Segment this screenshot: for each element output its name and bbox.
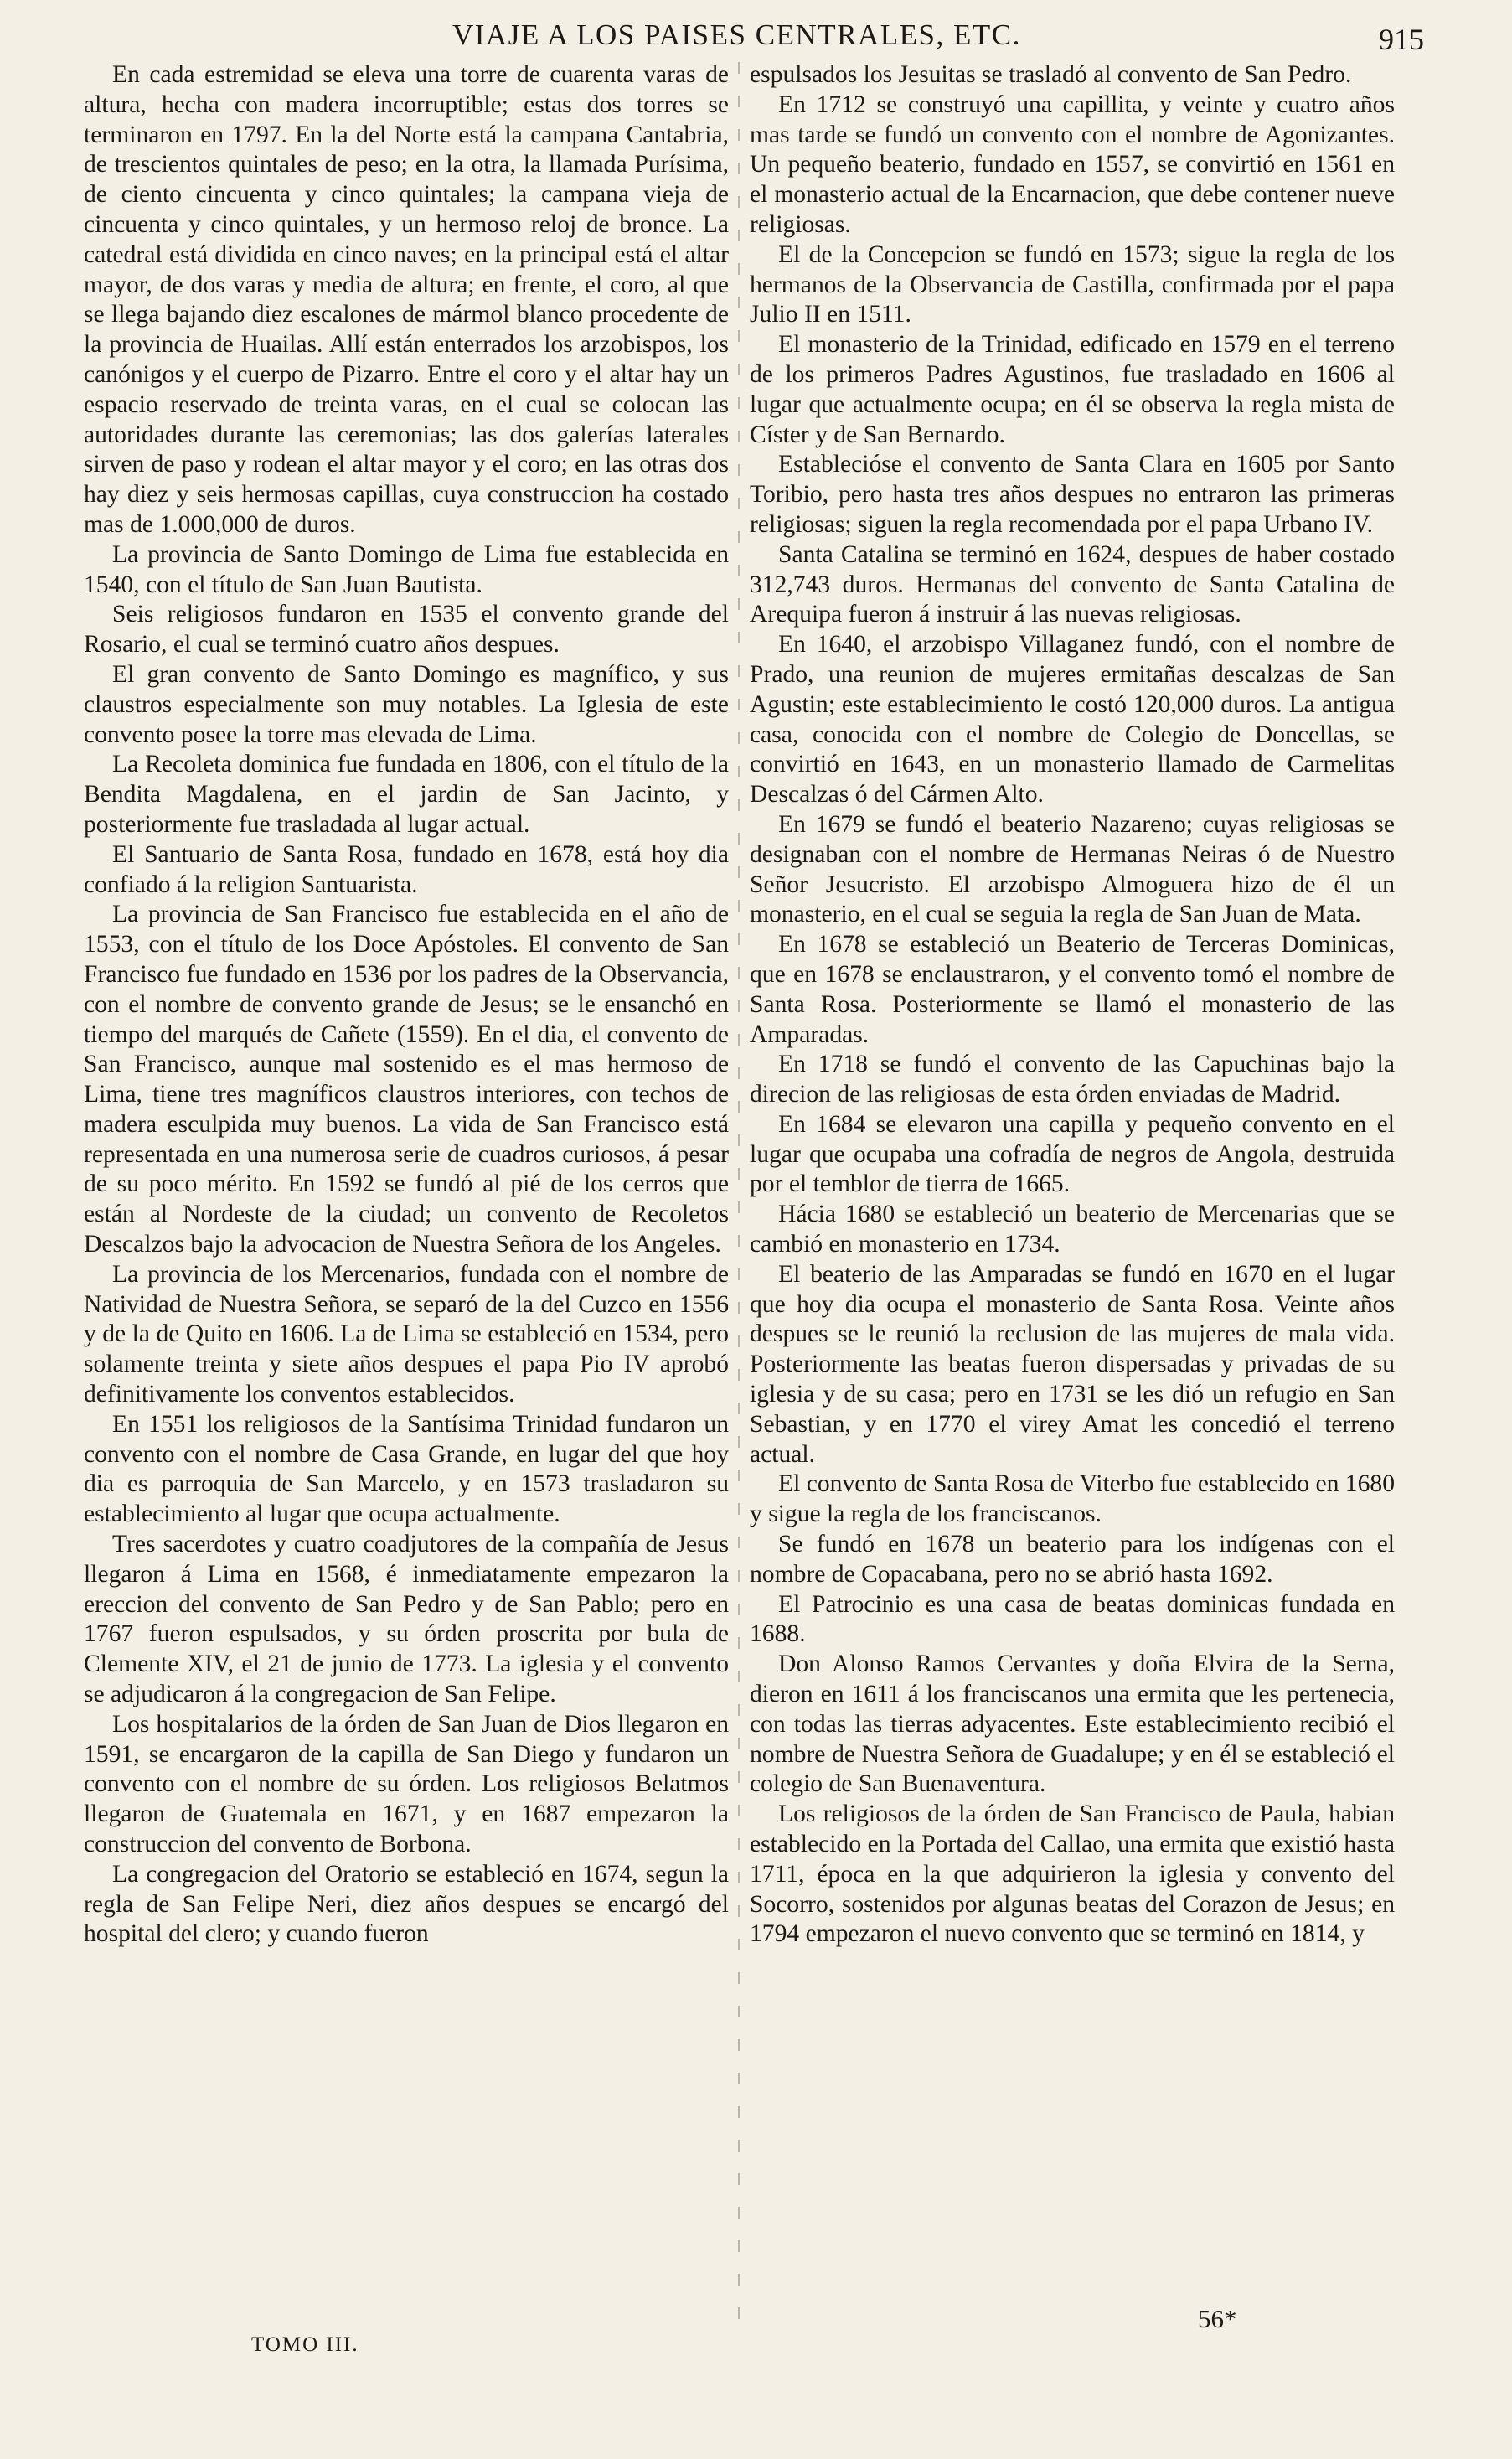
paragraph: En cada estremidad se eleva una torre de cuarenta varas de altura, hecha con madera incorruptible; estas dos torres se terminaron en 1797. En la del Norte está la campana Cantabria, de trescientos quintales de peso; en la otra, la llamada Purísima, de ciento cincuenta y cinco quintales; la campana vieja de cincuenta y cinco quintales, y un hermoso reloj de bronce. La catedral está dividida en cinco naves; en la principal está el altar mayor, de dos varas y media de altura; en frente, el coro, al que se llega bajando diez escalones de mármol blanco procedente de la provincia de Huailas. Allí están enterrados los arzobispos, los canónigos y el cuerpo de Pizarro. Entre el coro y el altar hay un espacio reservado de treinta varas, en el cual se colocan las autoridades durante las ceremonias; las dos galerías laterales sirven de paso y rodean el altar mayor y el coro; en las otras dos hay diez y seis hermosas capillas, cuya construccion ha costado mas de 1.000,000 de duros. <box>84 61 729 538</box>
paragraph: Los hospitalarios de la órden de San Juan de Dios llegaron en 1591, se encargaron de la capilla de San Diego y fundaron un convento con el nombre de su órden. Los religiosos Belatmos llegaron de Guatemala en 1671, y en 1687 empezaron la construccion del convento de Borbona. <box>84 1710 729 1858</box>
paragraph: El Santuario de Santa Rosa, fundado en 1678, está hoy dia confiado á la religion Santuarista. <box>84 840 729 898</box>
paragraph: El convento de Santa Rosa de Viterbo fue establecido en 1680 y sigue la regla de los franciscanos. <box>750 1470 1395 1528</box>
paragraph: En 1640, el arzobispo Villaganez fundó, con el nombre de Prado, una reunion de mujeres ermitañas descalzas de San Agustin; este establecimiento le costó 120,000 duros. La antigua casa, conocida con el nombre de Colegio de Doncellas, se convirtió en 1643, en un monasterio llamado de Carmelitas Descalzas ó del Cármen Alto. <box>750 631 1395 808</box>
page-number: 915 <box>1379 23 1424 56</box>
paragraph: La provincia de Santo Domingo de Lima fue establecida en 1540, con el título de San Juan Bautista. <box>84 540 729 598</box>
paragraph: Santa Catalina se terminó en 1624, despues de haber costado 312,743 duros. Hermanas del convento de Santa Catalina de Arequipa fueron á instruir á las nuevas religiosas. <box>750 540 1395 628</box>
paragraph: Tres sacerdotes y cuatro coadjutores de la compañía de Jesus llegaron á Lima en 1568, é inmediatamente empezaron la ereccion del convento de San Pedro y de San Pablo; pero en 1767 fueron espulsados, y su órden proscrita por bula de Clemente XIV, el 21 de junio de 1773. La iglesia y el convento se adjudicaron á la congregacion de San Felipe. <box>84 1531 729 1708</box>
paragraph: La congregacion del Oratorio se estableció en 1674, segun la regla de San Felipe Neri, diez años despues se encargó del hospital del clero; y cuando fueron <box>84 1860 729 1948</box>
paragraph: Seis religiosos fundaron en 1535 el convento grande del Rosario, el cual se terminó cuatro años despues. <box>84 601 729 659</box>
right-column <box>750 60 1395 2314</box>
paragraph: La provincia de los Mercenarios, fundada con el nombre de Natividad de Nuestra Señora, se separó de la del Cuzco en 1556 y de la de Quito en 1606. La de Lima se estableció en 1534, pero solamente treinta y siete años despues el papa Pio IV aprobó definitivamente los conventos establecidos. <box>84 1260 729 1408</box>
paragraph: Los religiosos de la órden de San Francisco de Paula, habian establecido en la Portada del Callao, una ermita que existió hasta 1711, época en la que adquirieron la iglesia y convento del Socorro, sostenidos por algunas beatas del Corazon de Jesus; en 1794 empezaron el nuevo convento que se terminó en 1814, y <box>750 1800 1395 1948</box>
paragraph: El monasterio de la Trinidad, edificado en 1579 en el terreno de los primeros Padres Agustinos, fue trasladado en 1606 al lugar que actualmente ocupa; en él se observa la regla mista de Císter y de San Bernardo. <box>750 331 1395 448</box>
paragraph: espulsados los Jesuitas se trasladó al convento de San Pedro. <box>750 61 1352 88</box>
paragraph: El Patrocinio es una casa de beatas dominicas fundada en 1688. <box>750 1590 1395 1648</box>
paragraph: El beaterio de las Amparadas se fundó en 1670 en el lugar que hoy dia ocupa el monasterio de Santa Rosa. Veinte años despues se le reunió la reclusion de las mujeres de mala vida. Posteriormente las beatas fueron dispersadas y privadas de su iglesia y de su casa; pero en 1731 se les dió un refugio en San Sebastian, y en 1770 el virey Amat les concedió el terreno actual. <box>750 1260 1395 1468</box>
running-title: VIAJE A LOS PAISES CENTRALES, ETC. <box>452 18 1021 51</box>
volume-label: TOMO III. <box>251 2333 359 2356</box>
paragraph: Establecióse el convento de Santa Clara en 1605 por Santo Toribio, pero hasta tres años despues no entraron las primeras religiosas; siguen la regla recomendada por el papa Urbano IV. <box>750 451 1395 538</box>
paragraph: Don Alonso Ramos Cervantes y doña Elvira de la Serna, dieron en 1611 á los franciscanos una ermita que les pertenecia, con todas las tierras adyacentes. Este establecimiento recibió el nombre de Nuestra Señora de Guadalupe; y en él se estableció el colegio de San Buenaventura. <box>750 1651 1395 1798</box>
paragraph: En 1679 se fundó el beaterio Nazareno; cuyas religiosas se designaban con el nombre de Hermanas Neiras ó de Nuestro Señor Jesucristo. El arzobispo Almoguera hizo de él un monasterio, en el cual se seguia la regla de San Juan de Mata. <box>750 810 1395 928</box>
paragraph: La Recoleta dominica fue fundada en 1806, con el título de la Bendita Magdalena, en el jardin de San Jacinto, y posteriormente fue trasladada al lugar actual. <box>84 751 729 838</box>
paragraph: La provincia de San Francisco fue establecida en el año de 1553, con el título de los Doce Apóstoles. El convento de San Francisco fue fundado en 1536 por los padres de la Observancia, con el nombre de convento grande de Jesus; se le ensanchó en tiempo del marqués de Cañete (1559). En el dia, el convento de San Francisco, aunque mal sostenido es el mas hermoso de Lima, tiene tres magníficos claustros interiores, con techos de madera esculpida muy buenos. La vida de San Francisco está representada en una numerosa serie de cuadros curiosos, á pesar de su poco mérito. En 1592 se fundó al pié de los cerros que están al Nordeste de la ciudad; un convento de Recoletos Descalzos bajo la advocacion de Nuestra Señora de los Angeles. <box>84 901 729 1258</box>
paragraph: En 1718 se fundó el convento de las Capuchinas bajo la direcion de las religiosas de esta órden enviadas de Madrid. <box>750 1051 1395 1108</box>
paragraph: Hácia 1680 se estableció un beaterio de Mercenarias que se cambió en monasterio en 1734. <box>750 1201 1395 1258</box>
paragraph: El gran convento de Santo Domingo es magnífico, y sus claustros especialmente son muy notables. La Iglesia de este convento posee la torre mas elevada de Lima. <box>84 660 729 748</box>
paragraph: El de la Concepcion se fundó en 1573; sigue la regla de los hermanos de la Observancia de Castilla, confirmada por el papa Julio II en 1511. <box>750 240 1395 328</box>
paragraph: En 1551 los religiosos de la Santísima Trinidad fundaron un convento con el nombre de Casa Grande, en lugar del que hoy dia es parroquia de San Marcelo, y en 1573 trasladaron su establecimiento al lugar que ocupa actualmente. <box>84 1410 729 1528</box>
paragraph: En 1684 se elevaron una capilla y pequeño convento en el lugar que ocupaba una cofradía de negros de Angola, destruida por el temblor de tierra de 1665. <box>750 1110 1395 1198</box>
signature-mark: 56* <box>1198 2304 1237 2333</box>
column-divider <box>738 62 740 2324</box>
paragraph: Se fundó en 1678 un beaterio para los indígenas con el nombre de Copacabana, pero no se abrió hasta 1692. <box>750 1531 1395 1588</box>
paragraph: En 1712 se construyó una capillita, y veinte y cuatro años mas tarde se fundó un convento con el nombre de Agonizantes. Un pequeño beaterio, fundado en 1557, se convirtió en 1561 en el monasterio actual de la Encarnacion, que debe contener nueve religiosas. <box>750 90 1395 238</box>
paragraph: En 1678 se estableció un Beaterio de Terceras Dominicas, que en 1678 se enclaustraron, y el convento tomó el nombre de Santa Rosa. Posteriormente se llamó el monasterio de las Amparadas. <box>750 931 1395 1048</box>
left-column <box>84 60 729 2314</box>
